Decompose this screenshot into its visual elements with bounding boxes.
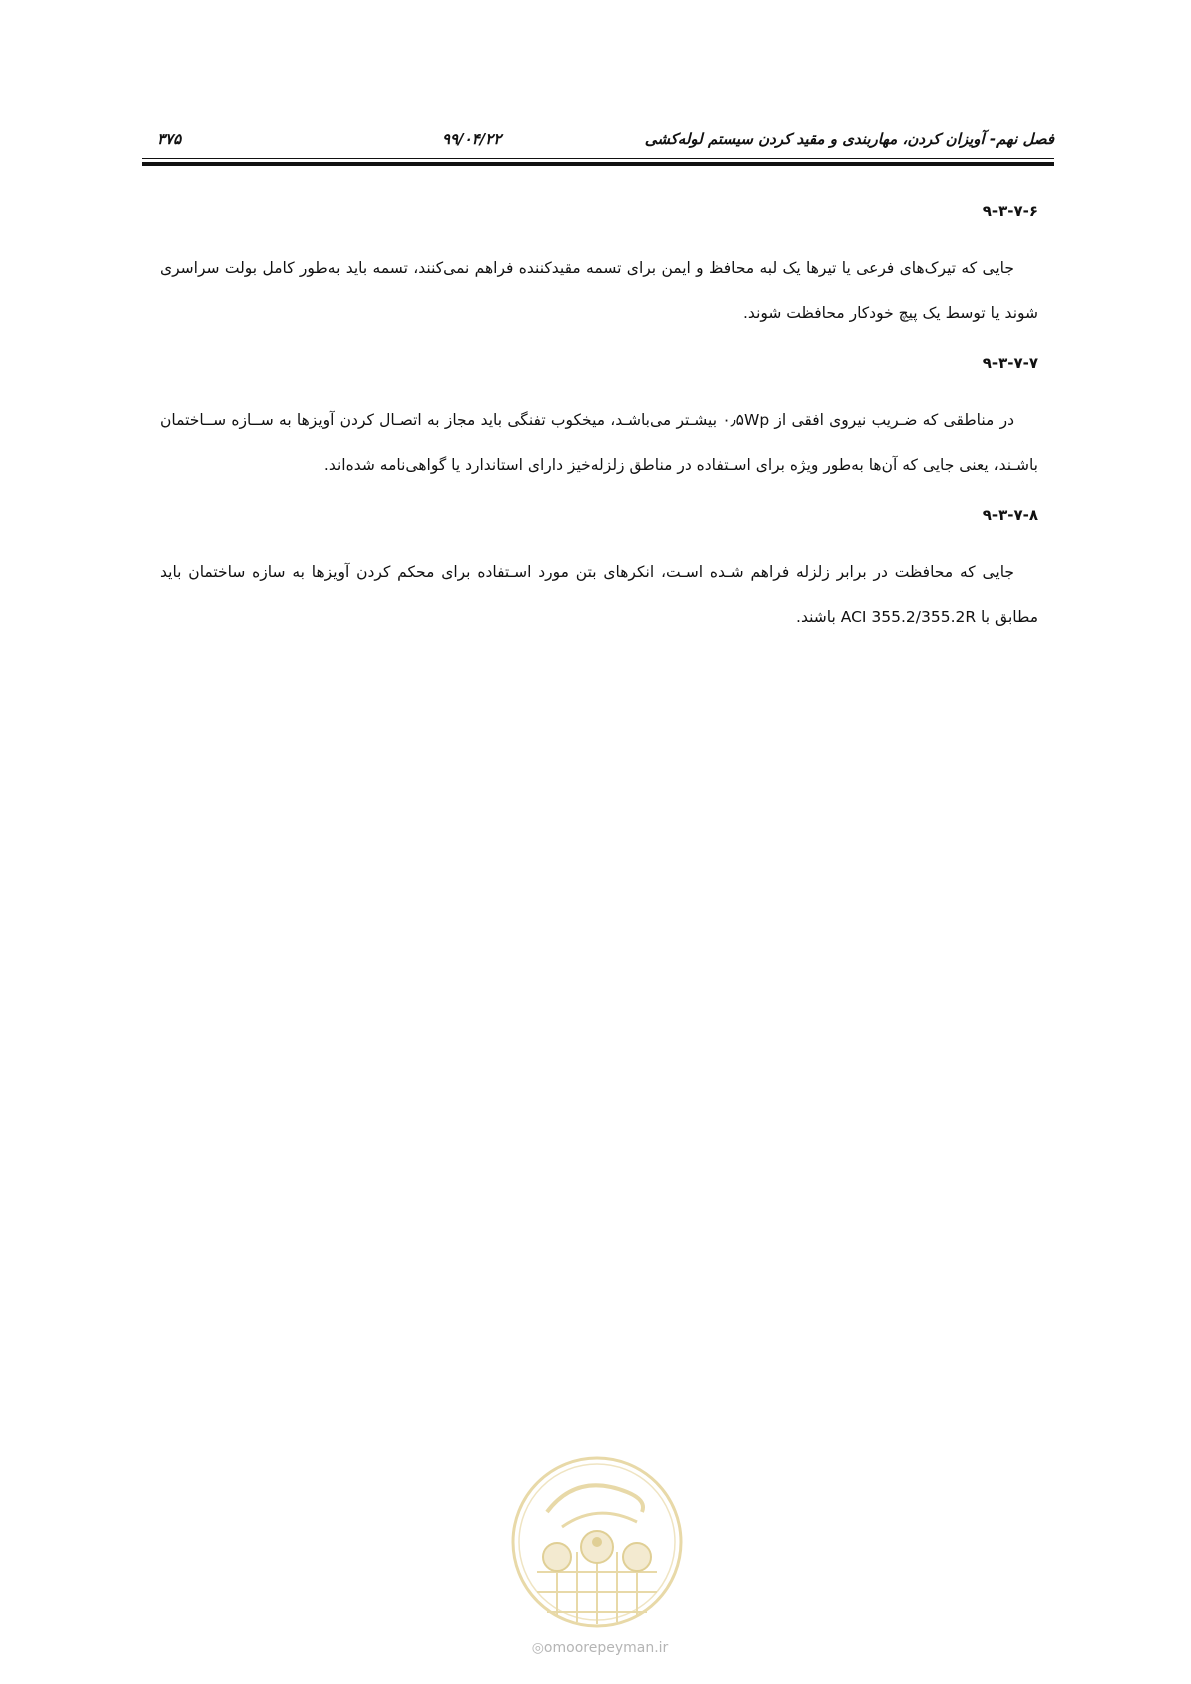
header-rule-thick bbox=[142, 162, 1054, 166]
chapter-title: فصل نهم- آویزان کردن، مهاربندی و مقید کردن سیستم لوله‌کشی bbox=[644, 130, 1054, 148]
header-date: ۹۹/۰۴/۲۲ bbox=[442, 130, 502, 148]
section-paragraph: در مناطقی که ضـریب نیروی افقی از ۰٫۵Wp بیشـتر می‌باشـد، میخکوب تفنگی باید مجاز به اتصـال کردن آویزها به ســازه ســاختمان باشـند، یعنی جایی که آن‌ها به‌طور ویژه برای اسـتفاده در مناطق زلزله‌خیز دارای استاندارد یا گواهی‌نامه شده‌اند. bbox=[160, 411, 1038, 474]
section-paragraph: جایی که محافظت در برابر زلزله فراهم شـده اسـت، انکرهای بتن مورد اسـتفاده برای محکم کردن آویزها به سازه ساختمان باید مطابق با ACI 355.2/355.2R باشند. bbox=[160, 563, 1038, 626]
section-number: ۹-۳-۷-۸ bbox=[982, 506, 1038, 524]
globe-icon: ◎ bbox=[531, 1640, 544, 1656]
watermark-caption bbox=[500, 1640, 700, 1656]
page-number: ۳۷۵ bbox=[157, 130, 182, 148]
page-header bbox=[142, 130, 1054, 166]
page-body bbox=[160, 200, 1038, 656]
watermark-seal-icon bbox=[507, 1452, 687, 1632]
watermark-logo bbox=[507, 1452, 687, 1632]
section-number: ۹-۳-۷-۶ bbox=[982, 202, 1038, 220]
header-rule-thin bbox=[142, 158, 1054, 159]
section-paragraph: جایی که تیرک‌های فرعی یا تیرها یک لبه محافظ و ایمن برای تسمه مقیدکننده فراهم نمی‌کنند، تسمه باید به‌طور کامل بولت سراسری شوند یا توسط یک پیچ خودکار محافظت شوند. bbox=[160, 259, 1038, 322]
watermark-url: omoorepeyman.ir bbox=[543, 1640, 669, 1656]
section-number: ۹-۳-۷-۷ bbox=[982, 354, 1038, 372]
